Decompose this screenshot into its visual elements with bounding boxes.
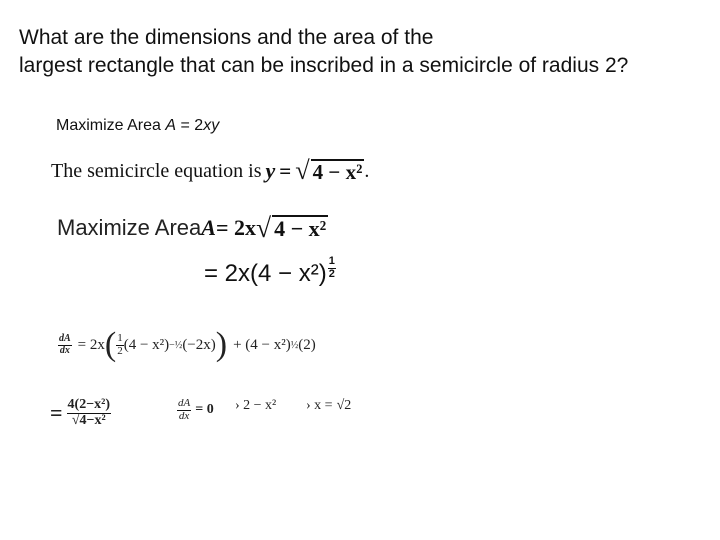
deriv-tail: (2)	[298, 336, 316, 353]
semicircle-equation	[51, 158, 369, 184]
deriv-exp2: ½	[290, 339, 299, 351]
area-variable: A	[165, 117, 177, 134]
sqrt-symbol-icon: √	[256, 212, 272, 243]
result-d-den: dx	[178, 409, 190, 422]
semicircle-text: The semicircle equation is	[51, 159, 262, 182]
result-step2	[235, 398, 276, 414]
area-step1-label: Maximize Area	[57, 214, 202, 240]
semicircle-equals: =	[279, 158, 292, 183]
right-paren-icon: )	[215, 326, 228, 363]
maximize-label: Maximize Area	[56, 117, 166, 134]
area-step-2	[204, 255, 336, 288]
sqrt-expression	[295, 158, 364, 184]
left-paren-icon: (	[104, 326, 117, 363]
exponent-num: 1	[328, 255, 335, 267]
result-eq: =	[50, 400, 63, 426]
result-step3	[306, 398, 351, 414]
deriv-eq-part1: = 2x	[77, 336, 105, 353]
half-den: 2	[117, 344, 123, 357]
deriv-num: dA	[59, 333, 71, 344]
question-line-1: What are the dimensions and the area of the	[19, 26, 434, 49]
result-step3-text: › x =	[306, 398, 333, 413]
area-step1-rhs: = 2x	[215, 214, 257, 240]
sqrt-symbol-icon: √	[295, 156, 310, 185]
area-step-1	[57, 214, 328, 242]
y-variable: y	[265, 158, 276, 184]
result-sqrt2: √2	[336, 398, 352, 413]
result-fraction	[50, 398, 111, 428]
deriv-half	[116, 333, 124, 357]
result-den: √4−x²	[71, 412, 106, 428]
derivative-da-dx	[58, 334, 72, 356]
sqrt-radicand: 4 − x²	[312, 160, 363, 185]
deriv-inner1b: (−2x)	[182, 336, 216, 353]
result-da-dx	[177, 398, 191, 422]
result-num: 4(2−x²)	[67, 397, 111, 412]
question-text	[19, 24, 709, 80]
maximize-area-line	[56, 117, 219, 135]
result-step2-text: › 2 − x²	[235, 398, 277, 413]
derivative-line	[58, 328, 316, 362]
deriv-exp1: −½	[169, 339, 183, 351]
result-frac	[67, 398, 112, 428]
question-line-2: largest rectangle that can be inscribed in a semicircle of radius 2?	[19, 54, 629, 77]
semicircle-period: .	[364, 159, 370, 182]
exponent-den: 2	[328, 267, 335, 280]
area-step1-radicand: 4 − x²	[274, 216, 327, 242]
area-equals: = 2	[176, 117, 204, 134]
result-d-num: dA	[178, 397, 191, 409]
result-eq-zero: = 0	[195, 402, 214, 418]
half-num: 1	[117, 331, 123, 344]
deriv-inner1: (4 − x²)	[123, 336, 170, 353]
area-step1-sqrt	[256, 214, 328, 242]
deriv-plus: + (4 − x²)	[233, 336, 291, 353]
area-step2-lhs: = 2x(4 − x²)	[204, 260, 327, 287]
area-step1-var: A	[201, 214, 216, 240]
exponent-half	[328, 256, 336, 280]
deriv-den: dx	[59, 344, 70, 356]
xy-variable: xy	[203, 117, 220, 134]
result-derivative-zero	[177, 398, 214, 422]
